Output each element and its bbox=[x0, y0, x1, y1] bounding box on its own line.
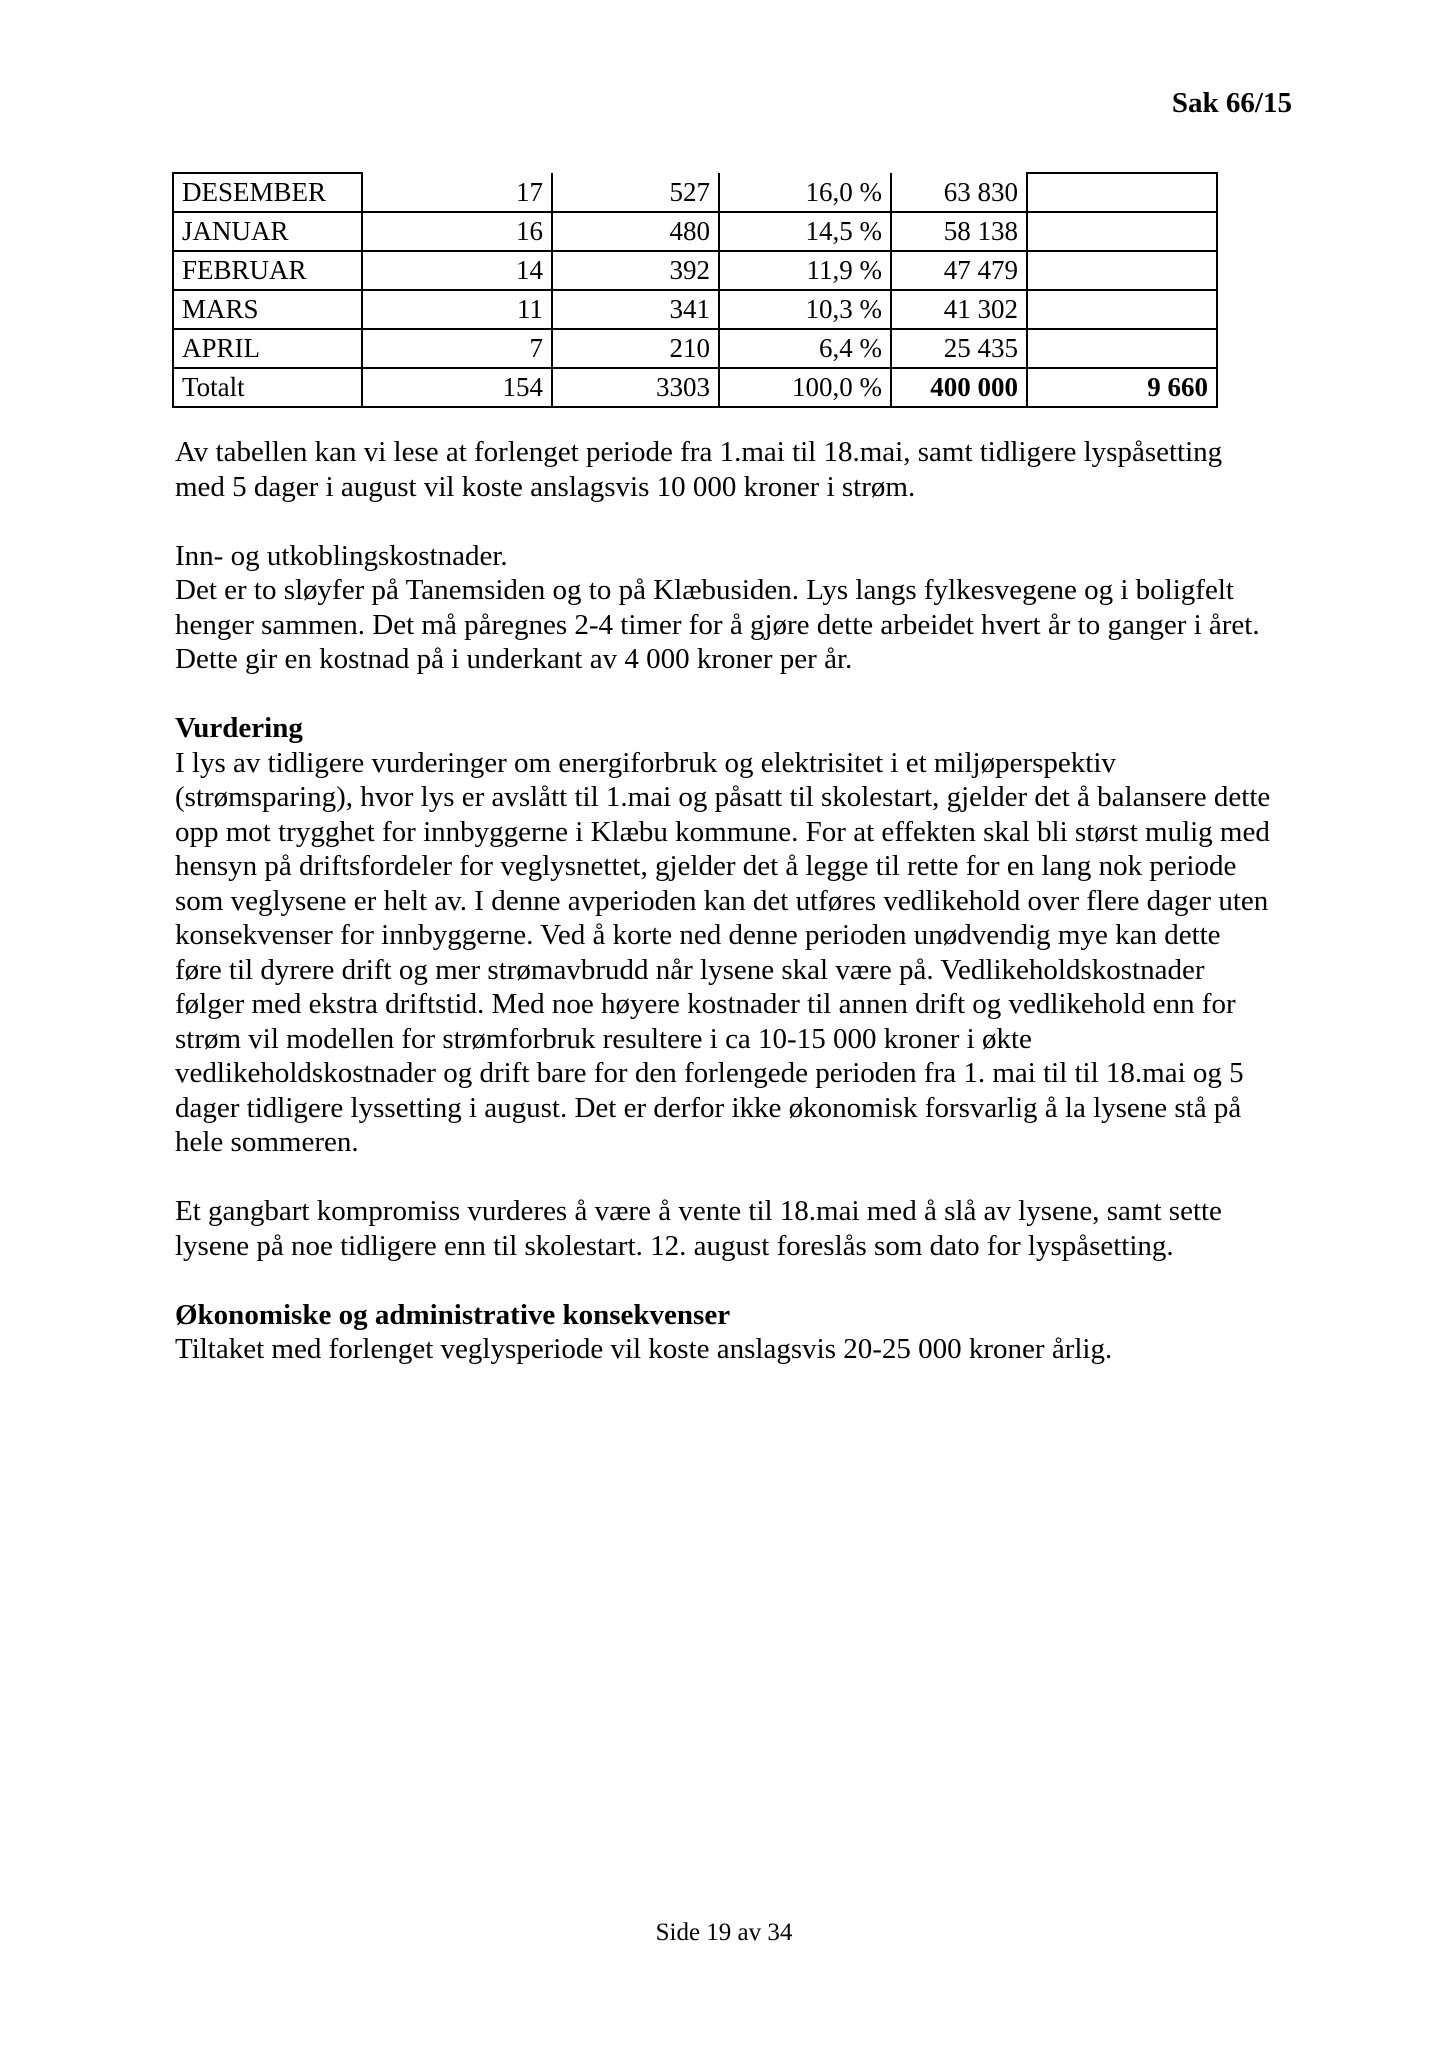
text-line: Av tabellen kan vi lese at forlenget periode fra 1.mai til 18.mai, samt tidligere lyspåsetting bbox=[175, 436, 1223, 468]
text-line: strøm vil modellen for strømforbruk resultere i ca 10-15 000 kroner i økte bbox=[175, 1022, 1032, 1055]
table-cell: 63 830 bbox=[891, 173, 1027, 212]
table-cell: 14 bbox=[362, 251, 552, 290]
table-cell: 400 000 bbox=[891, 368, 1027, 407]
text-line: dager tidligere lyssetting i august. Det er derfor ikke økonomisk forsvarlig å la lysene stå på bbox=[175, 1091, 1242, 1124]
table-cell: 25 435 bbox=[891, 329, 1027, 368]
table-cell bbox=[1027, 212, 1217, 251]
text-line: I lys av tidligere vurderinger om energiforbruk og elektrisitet i et miljøperspektiv bbox=[175, 746, 1116, 779]
body-text bbox=[175, 435, 1295, 1401]
text-line: Inn- og utkoblingskostnader. bbox=[175, 539, 508, 572]
text-line: lysene på noe tidligere enn til skolestart. 12. august foreslås som dato for lyspåsetting. bbox=[175, 1229, 1174, 1262]
table-cell: 210 bbox=[552, 329, 719, 368]
text-line: opp mot trygghet for innbyggerne i Klæbu kommune. For at effekten skal bli størst mulig med bbox=[175, 815, 1270, 848]
table-cell: 14,5 % bbox=[719, 212, 891, 251]
table-row bbox=[173, 329, 1217, 368]
table-cell: 6,4 % bbox=[719, 329, 891, 368]
month-cell: APRIL bbox=[173, 329, 362, 368]
table-cell: 527 bbox=[552, 173, 719, 212]
table-cell: 154 bbox=[362, 368, 552, 407]
text-line: henger sammen. Det må påregnes 2-4 timer for å gjøre dette arbeidet hvert år to ganger i året. bbox=[175, 608, 1260, 641]
table-cell: 47 479 bbox=[891, 251, 1027, 290]
text-line: føre til dyrere drift og mer strømavbrudd når lysene skal være på. Vedlikeholdskostnader bbox=[175, 953, 1205, 986]
table-row bbox=[173, 212, 1217, 251]
text-line: hensyn på driftsfordeler for veglysnettet, gjelder det å legge til rette for en lang nok periode bbox=[175, 850, 1237, 882]
text-line: følger med ekstra driftstid. Med noe høyere kostnader til annen drift og vedlikehold enn for bbox=[175, 988, 1236, 1020]
table-cell bbox=[1027, 290, 1217, 329]
table-cell: 10,3 % bbox=[719, 290, 891, 329]
text-line: Dette gir en kostnad på i underkant av 4 000 kroner per år. bbox=[175, 643, 853, 675]
table-cell: 392 bbox=[552, 251, 719, 290]
paragraph-switching-costs bbox=[175, 539, 1295, 677]
text-line: vedlikeholdskostnader og drift bare for den forlengede perioden fra 1. mai til til 18.mai og 5 bbox=[175, 1057, 1244, 1089]
table-cell: 16 bbox=[362, 212, 552, 251]
total-label-cell: Totalt bbox=[173, 368, 362, 407]
cost-table bbox=[172, 172, 1218, 408]
table-cell: 11 bbox=[362, 290, 552, 329]
month-cell: MARS bbox=[173, 290, 362, 329]
section-heading-okonomi: Økonomiske og administrative konsekvenser bbox=[175, 1298, 731, 1331]
table-row bbox=[173, 251, 1217, 290]
table-cell: 16,0 % bbox=[719, 173, 891, 212]
text-line: konsekvenser for innbyggerne. Ved å korte ned denne perioden unødvendig mye kan dette bbox=[175, 919, 1221, 951]
table-cell bbox=[1027, 251, 1217, 290]
table-cell: 41 302 bbox=[891, 290, 1027, 329]
text-line: med 5 dager i august vil koste anslagsvis 10 000 kroner i strøm. bbox=[175, 470, 916, 503]
text-line: hele sommeren. bbox=[175, 1126, 359, 1158]
table-cell: 3303 bbox=[552, 368, 719, 407]
paragraph-compromise bbox=[175, 1194, 1295, 1263]
text-line: Tiltaket med forlenget veglysperiode vil koste anslagsvis 20-25 000 kroner årlig. bbox=[175, 1333, 1113, 1365]
text-line: som veglysene er helt av. I denne avperioden kan det utføres vedlikehold over flere dager uten bbox=[175, 884, 1269, 917]
table-cell: 100,0 % bbox=[719, 368, 891, 407]
table-cell bbox=[1027, 173, 1217, 212]
table-cell: 9 660 bbox=[1027, 368, 1217, 407]
section-heading-vurdering: Vurdering bbox=[175, 712, 303, 744]
table-total-row bbox=[173, 368, 1217, 407]
text-line: Et gangbart kompromiss vurderes å være å vente til 18.mai med å slå av lysene, samt sette bbox=[175, 1195, 1222, 1227]
paragraph-vurdering bbox=[175, 711, 1295, 1160]
table-row bbox=[173, 290, 1217, 329]
paragraph-okonomi bbox=[175, 1298, 1295, 1367]
month-cell: DESEMBER bbox=[173, 173, 362, 212]
month-cell: FEBRUAR bbox=[173, 251, 362, 290]
table-cell: 11,9 % bbox=[719, 251, 891, 290]
month-cell: JANUAR bbox=[173, 212, 362, 251]
text-line: Det er to sløyfer på Tanemsiden og to på Klæbusiden. Lys langs fylkesvegene og i boligfelt bbox=[175, 574, 1234, 606]
text-line: (strømsparing), hvor lys er avslått til 1.mai og påsatt til skolestart, gjelder det å balansere dette bbox=[175, 781, 1271, 813]
case-reference: Sak 66/15 bbox=[1171, 87, 1292, 119]
table-row bbox=[173, 173, 1217, 212]
table-cell: 480 bbox=[552, 212, 719, 251]
table-cell: 7 bbox=[362, 329, 552, 368]
table-cell bbox=[1027, 329, 1217, 368]
table-cell: 17 bbox=[362, 173, 552, 212]
paragraph-table-summary bbox=[175, 435, 1295, 504]
table-cell: 58 138 bbox=[891, 212, 1027, 251]
table-cell: 341 bbox=[552, 290, 719, 329]
page-number: Side 19 av 34 bbox=[655, 1919, 793, 1946]
